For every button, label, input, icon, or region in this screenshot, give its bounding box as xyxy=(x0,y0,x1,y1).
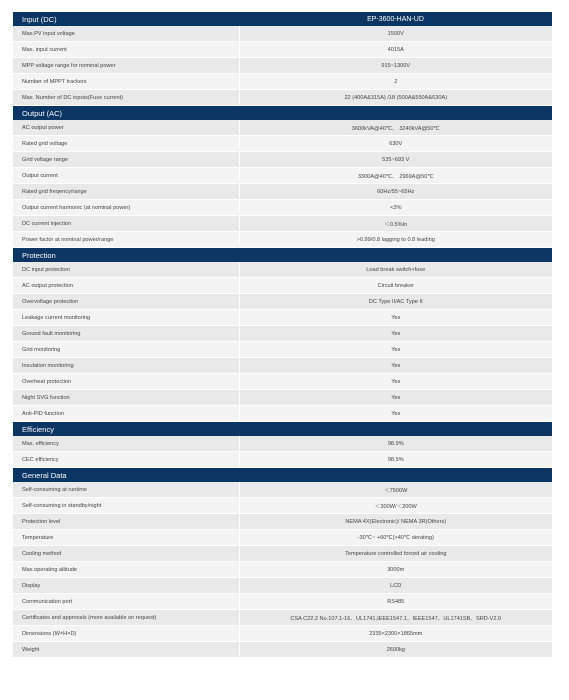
spec-label: Self-consuming at runtime xyxy=(13,482,239,498)
spec-row xyxy=(13,642,552,658)
spec-label: Rated grid voltage xyxy=(13,136,239,152)
section-header-value xyxy=(239,422,552,437)
section-title: Input (DC) xyxy=(13,12,239,26)
spec-label: Overheat protection xyxy=(13,374,239,390)
spec-row xyxy=(13,626,552,642)
spec-value: ＜300W/＜200W xyxy=(239,498,552,514)
spec-label: Max. efficiency xyxy=(13,436,239,452)
spec-row xyxy=(13,136,552,152)
spec-row xyxy=(13,58,552,74)
spec-label: Power factor at nominal power/range xyxy=(13,232,239,248)
spec-label: Certificates and approvals (more available on request) xyxy=(13,610,239,626)
spec-value: 1500V xyxy=(239,26,552,42)
spec-row xyxy=(13,168,552,184)
spec-sheet xyxy=(13,12,552,658)
spec-row xyxy=(13,310,552,326)
spec-row xyxy=(13,342,552,358)
spec-label: Overvoltage protection xyxy=(13,294,239,310)
spec-label: Display xyxy=(13,578,239,594)
spec-table-body xyxy=(13,12,552,658)
section-title: Output (AC) xyxy=(13,106,239,121)
spec-label: Max. input current xyxy=(13,42,239,58)
spec-row xyxy=(13,74,552,90)
spec-row xyxy=(13,216,552,232)
spec-value: CSA C22.2 No.107.1-16、UL1741,IEEE1547.1、IEEE1547、UL1741SB、SRD-V2.0 xyxy=(239,610,552,626)
spec-value: Yes xyxy=(239,342,552,358)
spec-label: DC input protection xyxy=(13,262,239,278)
spec-label: Output current harmonic (at nominal power) xyxy=(13,200,239,216)
spec-row xyxy=(13,452,552,468)
spec-value: 3000m xyxy=(239,562,552,578)
spec-value: 22 (400A&315A) /18 (500A&550A&630A) xyxy=(239,90,552,106)
section-header-output-ac xyxy=(13,106,552,121)
spec-row xyxy=(13,184,552,200)
spec-label: Temperature xyxy=(13,530,239,546)
section-header-input-dc xyxy=(13,12,552,26)
spec-row xyxy=(13,120,552,136)
spec-label: Max.operating altitude xyxy=(13,562,239,578)
spec-value: DC Type II/AC Type II xyxy=(239,294,552,310)
spec-value: 915~1300V xyxy=(239,58,552,74)
spec-label: AC output protection xyxy=(13,278,239,294)
spec-value: Yes xyxy=(239,358,552,374)
spec-label: Communication port xyxy=(13,594,239,610)
section-header-efficiency xyxy=(13,422,552,437)
spec-row xyxy=(13,294,552,310)
section-header-value xyxy=(239,248,552,263)
spec-label: Dimensions (W×H×D) xyxy=(13,626,239,642)
spec-row xyxy=(13,406,552,422)
spec-row xyxy=(13,200,552,216)
spec-label: Protection level xyxy=(13,514,239,530)
spec-value: 2 xyxy=(239,74,552,90)
spec-value: Yes xyxy=(239,390,552,406)
spec-value: LCD xyxy=(239,578,552,594)
spec-row xyxy=(13,42,552,58)
spec-row xyxy=(13,90,552,106)
spec-value: Yes xyxy=(239,406,552,422)
spec-row xyxy=(13,358,552,374)
section-title: Efficiency xyxy=(13,422,239,437)
spec-value: 98.9% xyxy=(239,436,552,452)
spec-label: Grid voltage range xyxy=(13,152,239,168)
spec-row xyxy=(13,578,552,594)
spec-value: NEMA 4X(Electronic)/ NEMA 3R(Others) xyxy=(239,514,552,530)
spec-label: DC current injection xyxy=(13,216,239,232)
spec-value: Circuit breaker xyxy=(239,278,552,294)
spec-value: 630V xyxy=(239,136,552,152)
spec-label: Cooling method xyxy=(13,546,239,562)
spec-row xyxy=(13,562,552,578)
spec-label: Output current xyxy=(13,168,239,184)
spec-value: ＜7500W xyxy=(239,482,552,498)
spec-label: Grid monitoring xyxy=(13,342,239,358)
spec-label: Ground fault monitoring xyxy=(13,326,239,342)
spec-row xyxy=(13,262,552,278)
section-header-value xyxy=(239,106,552,121)
spec-value: >0.99/0.8 lagging to 0.8 leading xyxy=(239,232,552,248)
spec-table xyxy=(13,12,552,658)
spec-label: Leakage current monitoring xyxy=(13,310,239,326)
spec-value: ＜0.5%In xyxy=(239,216,552,232)
section-title: General Data xyxy=(13,468,239,483)
spec-row xyxy=(13,498,552,514)
spec-value: 3300A@40℃、 2969A@50℃ xyxy=(239,168,552,184)
spec-row xyxy=(13,610,552,626)
spec-row xyxy=(13,594,552,610)
spec-label: CEC efficiency xyxy=(13,452,239,468)
spec-row xyxy=(13,232,552,248)
spec-label: Insulation monitoring xyxy=(13,358,239,374)
spec-label: Weight xyxy=(13,642,239,658)
spec-label: Max.PV input voltage xyxy=(13,26,239,42)
spec-label: Max. Number of DC inputs(Fuse current) xyxy=(13,90,239,106)
spec-row xyxy=(13,152,552,168)
section-header-protection xyxy=(13,248,552,263)
spec-row xyxy=(13,514,552,530)
section-title: Protection xyxy=(13,248,239,263)
spec-row xyxy=(13,26,552,42)
spec-value: -30℃~ +60℃(>40℃ derating) xyxy=(239,530,552,546)
spec-value: Load break switch+fuse xyxy=(239,262,552,278)
spec-label: AC output power xyxy=(13,120,239,136)
spec-label: Number of MPPT trackers xyxy=(13,74,239,90)
spec-row xyxy=(13,278,552,294)
spec-value: RS485 xyxy=(239,594,552,610)
spec-value: <3% xyxy=(239,200,552,216)
spec-value: 2335×2300×1865mm xyxy=(239,626,552,642)
spec-value: 60Hz/55~65Hz xyxy=(239,184,552,200)
section-header-general-data xyxy=(13,468,552,483)
spec-row xyxy=(13,546,552,562)
section-header-value xyxy=(239,468,552,483)
spec-value: 4015A xyxy=(239,42,552,58)
spec-row xyxy=(13,482,552,498)
spec-label: Night SVG function xyxy=(13,390,239,406)
spec-value: 3600kVA@40℃、 3240kVA@50℃ xyxy=(239,120,552,136)
spec-value: Yes xyxy=(239,374,552,390)
section-header-value: EP-3600-HAN-UD xyxy=(239,12,552,26)
spec-row xyxy=(13,530,552,546)
spec-row xyxy=(13,374,552,390)
spec-label: MPP voltage range for nominal power xyxy=(13,58,239,74)
spec-value: 535~693 V xyxy=(239,152,552,168)
spec-row xyxy=(13,436,552,452)
spec-value: Yes xyxy=(239,326,552,342)
spec-value: 98.5% xyxy=(239,452,552,468)
spec-value: Yes xyxy=(239,310,552,326)
spec-row xyxy=(13,326,552,342)
spec-label: Self-consuming in standby/night xyxy=(13,498,239,514)
spec-label: Anti-PID function xyxy=(13,406,239,422)
spec-row xyxy=(13,390,552,406)
spec-value: Temperature controlled forced air cooling xyxy=(239,546,552,562)
spec-label: Rated grid freqency/range xyxy=(13,184,239,200)
spec-value: 2600kg xyxy=(239,642,552,658)
